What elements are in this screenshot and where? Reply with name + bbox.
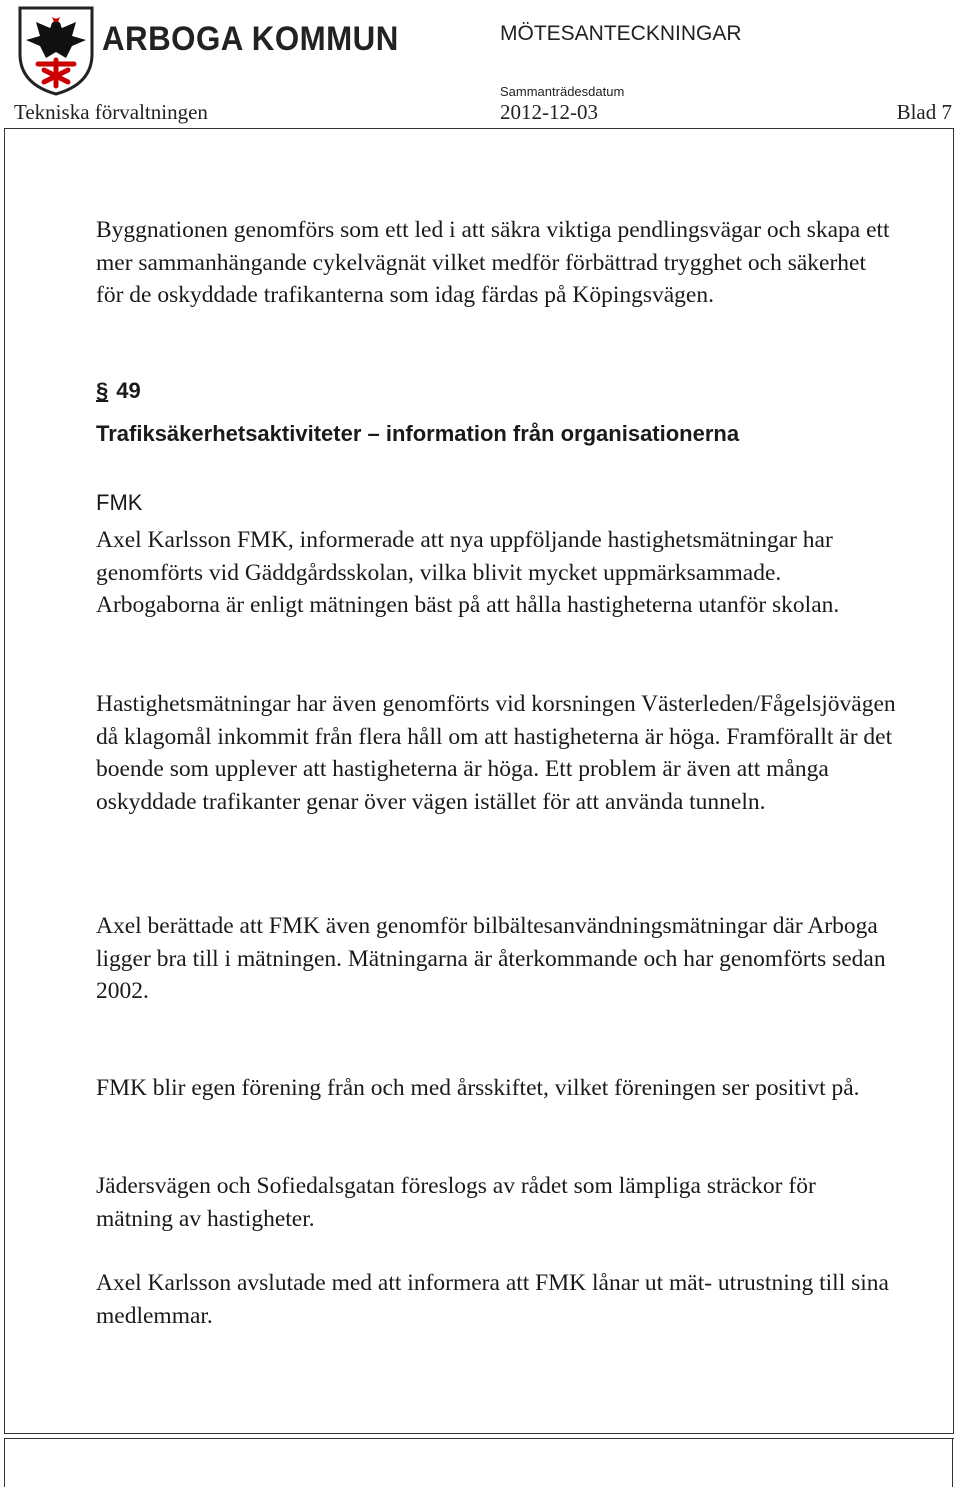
subheading: FMK [96,490,143,515]
page-number: Blad 7 [896,100,952,124]
department: Tekniska förvaltningen [14,100,208,124]
paragraph: Axel berättade att FMK även genomför bilbältesanvändningsmätningar där Arboga ligger bra till i mätningen. Mätningarna är återkommande och har genomförts sedan 2002. [96,913,886,1005]
footer-frame-right [952,1438,953,1487]
paragraph: Jädersvägen och Sofiedalsgatan föreslogs av rådet som lämpliga sträckor för mätning av hastigheter. [96,1173,816,1232]
paragraph: Hastighetsmätningar har även genomförts vid korsningen Västerleden/Fågelsjövägen då klagomål inkommit från flera håll om att hastigheterna är höga. Framförallt är det boende som upplever att hastigheterna är höga. Ett problem är även att många oskyddade trafikanter genar över vägen istället för att använda tunneln. [96,691,896,815]
section-title: Trafiksäkerhetsaktiviteter – information från organisationerna [96,421,740,446]
page-header [0,0,960,130]
section-symbol: § [96,378,109,403]
section-heading [96,378,141,404]
meeting-date-label: Sammanträdesdatum [500,84,625,99]
org-name: ARBOGA KOMMUN [102,20,399,58]
document-type: MÖTESANTECKNINGAR [500,22,742,45]
coat-of-arms-icon [16,4,96,96]
footer-frame-left [4,1438,5,1487]
paragraph: Axel Karlsson FMK, informerade att nya uppföljande hastighetsmätningar har genomförts vid Gäddgårdsskolan, vilka blivit mycket uppmärksammade. Arbogaborna är enligt mätningen bäst på att hålla hastigheterna utanför skolan. [96,527,840,619]
footer-divider [4,1438,954,1439]
paragraph: FMK blir egen förening från och med årsskiftet, vilket föreningen ser positivt på. [96,1075,860,1101]
section-number: 49 [116,378,141,403]
intro-paragraph: Byggnationen genomförs som ett led i att säkra viktiga pendlingsvägar och skapa ett mer sammanhängande cykelvägnät vilket medför förbättrad trygghet och säkerhet för de oskyddade trafikanterna som idag färdas på Köpingsvägen. [96,217,890,309]
meeting-date: 2012-12-03 [500,100,598,124]
paragraph: Axel Karlsson avslutade med att informera att FMK lånar ut mät- utrustning till sina medlemmar. [96,1270,889,1329]
